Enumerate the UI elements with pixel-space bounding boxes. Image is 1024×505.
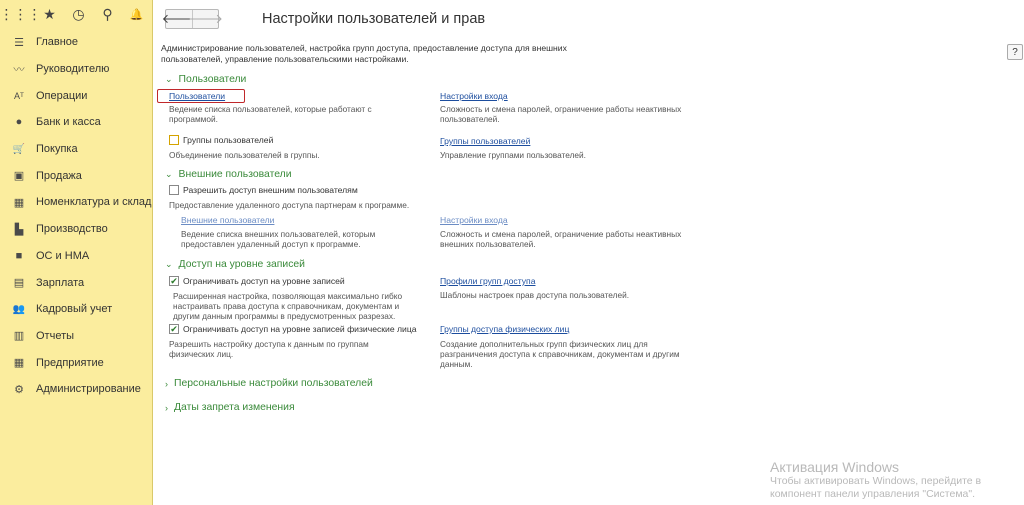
sidebar-item-director[interactable] xyxy=(0,56,152,83)
checkbox-box[interactable]: ✔ xyxy=(170,275,178,286)
chevron-down-icon: ⌄ xyxy=(165,74,173,84)
external-users-description: Ведение списка внешних пользователей, которым предоставлен удаленный доступ к программе. xyxy=(181,229,376,249)
bell-icon[interactable]: 🔔 xyxy=(129,8,144,21)
sidebar-item-admin[interactable] xyxy=(0,376,152,403)
sidebar-item-label: Отчеты xyxy=(36,329,75,342)
list-icon: ☰ xyxy=(14,36,24,49)
user-groups-link[interactable]: Группы пользователей xyxy=(440,136,531,146)
restrict-records-checkbox[interactable] xyxy=(169,276,345,286)
chevron-right-icon: › xyxy=(165,378,168,389)
section-title: Пользователи xyxy=(178,74,247,85)
history-icon[interactable]: ◷ xyxy=(72,5,85,22)
checkbox-label: Группы пользователей xyxy=(183,135,274,145)
chart-line-icon: 〰 xyxy=(13,64,25,77)
sidebar-item-label: ОС и НМА xyxy=(36,249,90,262)
sidebar-item-label: Руководителю xyxy=(36,63,110,76)
sidebar-item-label: Предприятие xyxy=(36,356,104,369)
sidebar-item-assets[interactable] xyxy=(0,243,152,270)
allow-external-description: Предоставление удаленного доступа партнерам к программе. xyxy=(169,200,410,210)
checkbox-label: Ограничивать доступ на уровне записей физические лица xyxy=(183,324,417,334)
coin-icon: ● xyxy=(15,116,23,129)
chevron-down-icon: ⌄ xyxy=(165,169,173,179)
section-title: Доступ на уровне записей xyxy=(178,259,305,270)
sidebar-item-label: Производство xyxy=(36,223,108,236)
restrict-persons-description: Разрешить настройку доступа к данным по группам физических лиц. xyxy=(169,339,369,359)
section-title: Внешние пользователи xyxy=(178,169,292,180)
chevron-down-icon: ⌄ xyxy=(165,259,173,269)
sidebar-item-label: Покупка xyxy=(36,143,78,156)
history-nav xyxy=(161,9,223,29)
sidebar-item-label: Продажа xyxy=(36,169,82,182)
sidebar-item-salary[interactable] xyxy=(0,269,152,296)
users-description: Ведение списка пользователей, которые работают с программой. xyxy=(169,104,372,124)
sidebar-item-label: Банк и касса xyxy=(36,116,101,129)
people-icon: 👥 xyxy=(12,303,26,315)
sidebar-item-purchase[interactable] xyxy=(0,136,152,163)
external-users-link[interactable]: Внешние пользователи xyxy=(181,215,275,225)
sidebar-item-warehouse[interactable] xyxy=(0,189,152,216)
operations-icon: Aᵀ xyxy=(14,90,24,101)
login-settings-link[interactable]: Настройки входа xyxy=(440,91,508,101)
sidebar-item-operations[interactable] xyxy=(0,82,152,109)
access-profiles-link[interactable]: Профили групп доступа xyxy=(440,276,536,286)
section-external-users[interactable] xyxy=(165,169,292,180)
section-change-ban-dates[interactable] xyxy=(165,402,295,413)
external-login-settings-description: Сложность и смена паролей, ограничение работы неактивных внешних пользователей. xyxy=(440,229,682,249)
page-title: Настройки пользователей и прав xyxy=(262,11,486,27)
cart-icon: 🛒 xyxy=(12,143,26,155)
section-title: Персональные настройки пользователей xyxy=(174,378,373,389)
sidebar-item-label: Главное xyxy=(36,36,79,49)
sidebar-toolbar xyxy=(0,0,152,28)
page-description: Администрирование пользователей, настройка групп доступа, предоставление доступа для внешних пользователей, управление пользовательскими настройками. xyxy=(161,43,567,64)
sidebar-item-label: Зарплата xyxy=(36,276,85,289)
checkbox-label: Разрешить доступ внешним пользователям xyxy=(183,185,358,195)
salary-icon: ▤ xyxy=(13,277,25,290)
checkbox-label: Ограничивать доступ на уровне записей xyxy=(183,276,345,286)
person-access-groups-link[interactable]: Группы доступа физических лиц xyxy=(440,324,570,334)
access-profiles-description: Шаблоны настроек прав доступа пользователей. xyxy=(440,290,630,300)
chevron-right-icon: › xyxy=(165,402,168,413)
user-groups-description: Объединение пользователей в группы. xyxy=(169,150,320,160)
watermark-line: компонент панели управления "Система". xyxy=(770,488,976,500)
sidebar-item-hr[interactable] xyxy=(0,296,152,323)
sidebar-item-bank[interactable] xyxy=(0,109,152,136)
sidebar-item-label: Номенклатура и склад xyxy=(36,196,152,209)
sidebar-item-reports[interactable] xyxy=(0,323,152,350)
bag-icon: ▣ xyxy=(13,170,25,183)
user-groups-link-description: Управление группами пользователей. xyxy=(440,150,586,160)
watermark-line: Чтобы активировать Windows, перейдите в xyxy=(770,475,982,487)
sidebar-item-main[interactable] xyxy=(0,29,152,56)
truck-icon: ■ xyxy=(15,249,23,262)
person-access-groups-description: Создание дополнительных групп физических лиц для разграничения доступа к справочникам, документам и другим данным. xyxy=(440,339,680,369)
star-icon[interactable]: ★ xyxy=(43,5,56,22)
user-groups-checkbox[interactable] xyxy=(169,135,273,145)
main-content xyxy=(154,0,1024,505)
watermark-title: Активация Windows xyxy=(770,459,900,475)
login-settings-description: Сложность и смена паролей, ограничение работы неактивных пользователей. xyxy=(440,104,682,124)
sidebar xyxy=(0,0,153,505)
help-button[interactable]: ? xyxy=(1007,44,1023,60)
external-login-settings-link[interactable]: Настройки входа xyxy=(440,215,508,225)
restrict-persons-checkbox[interactable] xyxy=(169,324,417,334)
sidebar-item-label: Администрирование xyxy=(36,383,141,396)
section-record-access[interactable] xyxy=(165,259,305,270)
section-title: Даты запрета изменения xyxy=(174,402,295,413)
windows-activation-watermark xyxy=(770,459,981,501)
checkbox-box[interactable] xyxy=(169,135,179,145)
grid-icon[interactable]: ⋮⋮⋮ xyxy=(0,5,42,22)
users-link[interactable]: Пользователи xyxy=(169,91,226,101)
warehouse-icon: ▦ xyxy=(13,196,25,209)
sidebar-item-sales[interactable] xyxy=(0,162,152,189)
gear-icon: ⚙ xyxy=(14,383,24,396)
search-icon[interactable]: ⚲ xyxy=(102,5,113,22)
sidebar-item-production[interactable] xyxy=(0,216,152,243)
sidebar-item-label: Операции xyxy=(36,89,88,102)
forward-button[interactable]: 🡒 xyxy=(188,11,223,26)
section-users[interactable] xyxy=(165,74,246,85)
checkbox-box[interactable]: ✔ xyxy=(170,323,178,334)
sidebar-item-enterprise[interactable] xyxy=(0,349,152,376)
restrict-records-description: Расширенная настройка, позволяющая максимально гибко настраивать права доступа к справочникам, документам и другим данным программы в предусмотренных разрезах. xyxy=(173,291,403,321)
back-button[interactable]: 🡐 xyxy=(161,11,197,26)
checkbox-box[interactable] xyxy=(169,185,179,195)
section-personal-settings[interactable] xyxy=(165,378,373,389)
bar-chart-icon: ▥ xyxy=(13,330,25,343)
sidebar-item-label: Кадровый учет xyxy=(36,303,113,316)
allow-external-checkbox[interactable] xyxy=(169,185,358,195)
building-icon: ▦ xyxy=(13,357,25,370)
factory-icon: ▙ xyxy=(14,223,24,236)
